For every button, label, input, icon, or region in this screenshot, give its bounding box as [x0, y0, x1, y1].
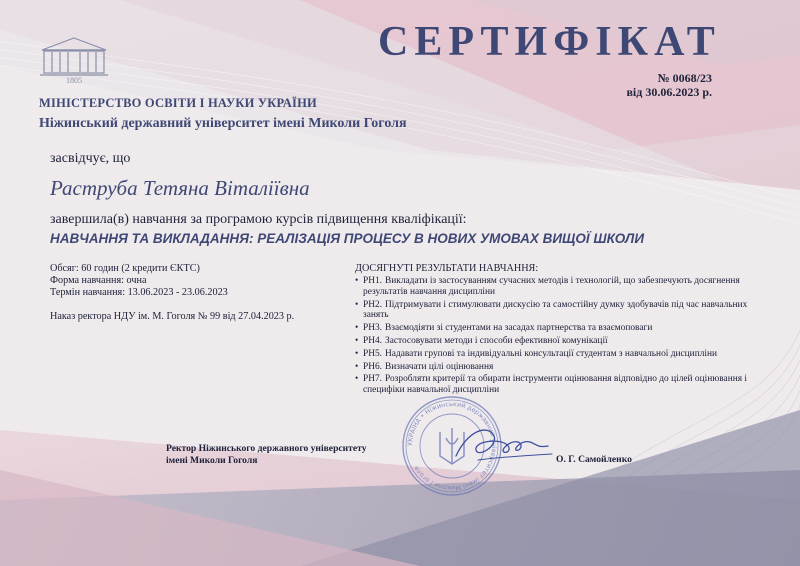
outcome-item: • РН7. Розробляти критерії та обирати інструменти оцінювання відповідно до цілей оцінювання і специфіки навчальної дисципліни — [355, 374, 747, 396]
signer-name: О. Г. Самойленко — [556, 454, 632, 465]
study-form: Форма навчання: очна — [50, 275, 147, 286]
outcome-item: • РН5. Надавати групові та індивідуальні консультації студентам з навчальної дисципліни — [355, 348, 718, 359]
logo-year: 1805 — [66, 76, 82, 84]
certificate-number: № 0068/23 — [657, 71, 712, 85]
ministry-name: МІНІСТЕРСТВО ОСВІТИ І НАУКИ УКРАЇНИ — [39, 96, 317, 110]
program-title: НАВЧАННЯ ТА ВИКЛАДАННЯ: РЕАЛІЗАЦІЯ ПРОЦЕСУ В НОВИХ УМОВАХ ВИЩОЇ ШКОЛИ — [50, 231, 645, 246]
certificate-date: від 30.06.2023 р. — [626, 85, 712, 99]
recipient-name: Раструба Тетяна Віталіївна — [50, 176, 310, 200]
course-volume: Обсяг: 60 годин (2 кредити ЄКТС) — [50, 263, 200, 274]
outcome-item: • РН1. Викладати із застосуванням сучасних методів і технологій, що забезпечують досягнення результатів навчання дисципліни — [355, 276, 740, 297]
university-building-logo — [38, 34, 110, 84]
completion-text: завершила(в) навчання за програмою курсів підвищення кваліфікації: — [50, 212, 467, 227]
certifies-text: засвідчує, що — [50, 151, 131, 166]
rector-title-line1: Ректор Ніжинського державного університету — [166, 443, 367, 454]
outcome-item: • РН4. Застосовувати методи і способи ефективної комунікації — [355, 335, 608, 346]
outcomes-heading: ДОСЯГНУТІ РЕЗУЛЬТАТИ НАВЧАННЯ: — [355, 263, 539, 274]
certificate-title: СЕРТИФІКАТ — [378, 19, 721, 65]
outcome-item: • РН3. Взаємодіяти зі студентами на засадах партнерства та взаємоповаги — [355, 323, 653, 334]
rector-title-line2: імені Миколи Гоголя — [166, 455, 258, 466]
outcomes-list — [355, 276, 750, 398]
seal-text: УКРАЇНА • Ніжинський державний університет імені Миколи Гоголя — [405, 399, 499, 493]
outcome-item: • РН6. Визначати цілі оцінювання — [355, 361, 494, 372]
rector-order: Наказ ректора НДУ ім. М. Гоголя № 99 від 27.04.2023 р. — [50, 311, 295, 322]
university-name: Ніжинський державний університет імені Миколи Гоголя — [39, 116, 407, 131]
study-term: Термін навчання: 13.06.2023 - 23.06.2023 — [50, 287, 228, 298]
outcome-item: • РН2. Підтримувати і стимулювати дискусію та самостійну думку здобувачів під час навчальних занять — [355, 299, 748, 321]
rector-signature — [448, 420, 558, 470]
